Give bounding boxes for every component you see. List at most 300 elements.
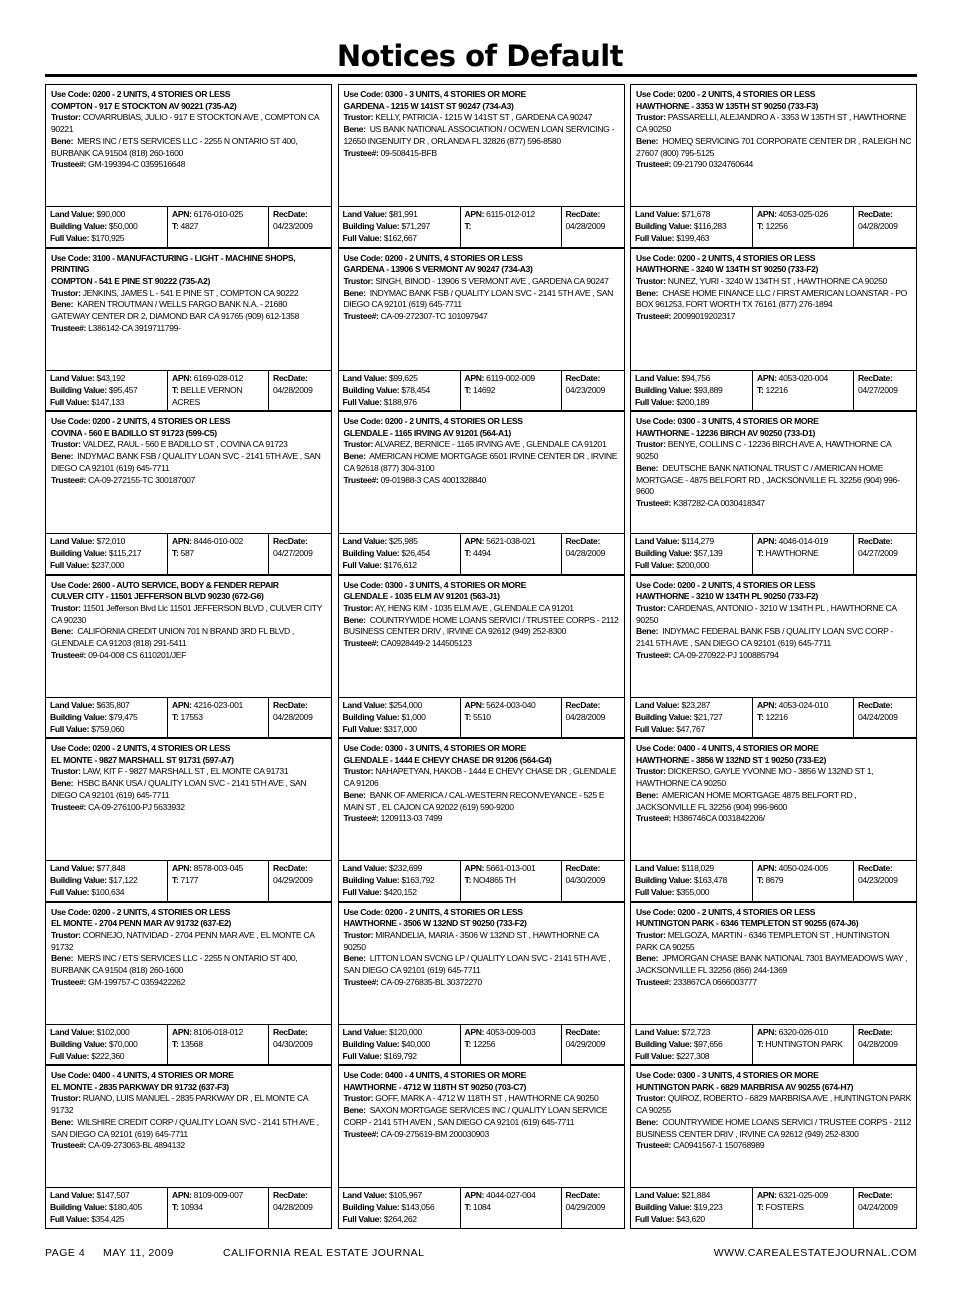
notice-card — [338, 411, 625, 575]
trustee-line — [51, 323, 327, 335]
notice-details — [631, 739, 916, 860]
trustor-value: AY, HENG KIM - 1035 ELM AVE , GLENDALE CA 91201 — [374, 602, 574, 613]
property-address: HAWTHORNE - 3240 W 134TH ST 90250 (733-F2) — [636, 264, 819, 275]
apn-cell — [167, 534, 268, 574]
use-code: Use Code: 0200 - 2 UNITS, 4 STORIES OR LESS — [51, 906, 231, 917]
full-value-label: Full Value: — [50, 1050, 90, 1061]
land-value-label: Land Value: — [342, 1190, 387, 1200]
land-value-amount: $71,678 — [681, 209, 711, 219]
trustee-label: Trustee#: — [636, 1140, 672, 1151]
full-value-label: Full Value: — [635, 1050, 675, 1061]
trustor-value: RUANO, LUIS MANUEL - 2835 PARKWAY DR , EL MONTE CA 91732 — [51, 1093, 308, 1116]
valuation-row — [46, 860, 331, 901]
land-value-amount: $43,192 — [96, 372, 126, 383]
tract — [465, 1038, 559, 1050]
footer-date: MAY 11, 2009 — [103, 1247, 174, 1259]
trustor-label: Trustor: — [343, 439, 374, 450]
tract — [465, 547, 559, 559]
bene-label: Bene: — [636, 626, 659, 637]
building-value — [343, 711, 458, 723]
notice-details — [631, 412, 916, 533]
apn-value: 4053-009-003 — [486, 1026, 536, 1037]
trustee-label: Trustee#: — [51, 976, 87, 987]
building-value-amount: $1,000 — [401, 711, 426, 722]
notice-details — [339, 576, 624, 697]
notice-card — [45, 1065, 332, 1229]
notice-details — [46, 1066, 331, 1187]
full-value — [343, 232, 458, 244]
apn — [172, 1189, 266, 1201]
notice-card — [45, 575, 332, 739]
notice-details — [339, 249, 624, 370]
full-value-amount: $227,308 — [676, 1050, 710, 1061]
apn-cell — [752, 371, 853, 411]
tract-label: T: — [172, 384, 179, 395]
recdate-label: RecDate: — [858, 699, 893, 710]
building-value-label: Building Value: — [635, 548, 692, 559]
apn-value: 5624-003-040 — [486, 699, 536, 710]
trustee-label: Trustee#: — [51, 801, 87, 812]
trustee-line — [636, 311, 912, 323]
apn-label: APN: — [172, 863, 192, 873]
trustee-line — [344, 638, 620, 650]
property-address: COMPTON - 541 E PINE ST 90222 (735-A2) — [51, 275, 210, 286]
use-code: Use Code: 0200 - 2 UNITS, 4 STORIES OR LESS — [636, 89, 816, 99]
land-value — [50, 699, 165, 711]
property-address: HUNTINGTON PARK - 6829 MARBRISA AV 90255 (674-H7) — [636, 1081, 854, 1092]
trustor-value: PASSARELLI, ALEJANDRO A - 3353 W 135TH ST , HAWTHORNE CA 90250 — [636, 112, 906, 135]
bene-line — [636, 626, 912, 649]
recdate-cell — [268, 698, 331, 738]
recdate-label: RecDate: — [858, 209, 893, 219]
property-address: HAWTHORNE - 3353 W 135TH ST 90250 (733-F3) — [636, 100, 819, 111]
trustee-label: Trustee#: — [636, 813, 672, 824]
trustee-line — [344, 813, 620, 825]
tract-label: T: — [757, 1202, 764, 1213]
bene-line — [51, 451, 327, 474]
recdate-value: 04/23/2009 — [565, 384, 606, 395]
tract — [465, 874, 559, 886]
trustee-line — [51, 475, 327, 487]
land-value-amount: $118,029 — [681, 863, 714, 873]
bene-value: HOMEQ SERVICING 701 CORPORATE CENTER DR , RALEIGH NC 27607 (800) 795-5125 — [636, 135, 912, 158]
values-cell — [46, 371, 167, 411]
valuation-row — [339, 697, 624, 738]
apn-label: APN: — [464, 209, 485, 219]
tract-value: 587 — [180, 548, 194, 559]
use-code: Use Code: 2600 - AUTO SERVICE, BODY & FENDER REPAIR — [51, 579, 279, 590]
bene-label: Bene: — [636, 287, 659, 298]
building-value-label: Building Value: — [342, 711, 400, 722]
land-value — [343, 699, 458, 711]
trustor-line — [344, 276, 620, 288]
apn-cell — [167, 861, 268, 901]
apn-cell — [460, 861, 561, 901]
bene-line — [344, 1105, 620, 1128]
building-value-amount: $19,223 — [693, 1202, 723, 1213]
bene-line — [51, 778, 327, 801]
apn — [172, 535, 266, 547]
apn — [465, 208, 559, 220]
valuation-row — [339, 533, 624, 574]
tract-label: T: — [464, 875, 471, 886]
values-cell — [339, 861, 460, 901]
trustor-line — [51, 1093, 327, 1116]
trustee-line — [344, 148, 620, 160]
valuation-row — [46, 1024, 331, 1065]
trustor-value: KELLY, PATRICIA - 1215 W 141ST ST , GARDENA CA 90247 — [375, 112, 593, 123]
land-value-amount: $254,000 — [388, 699, 422, 710]
tract-label: T: — [464, 384, 471, 395]
values-cell — [46, 207, 167, 247]
building-value-amount: $180,405 — [108, 1202, 142, 1213]
land-value — [343, 535, 458, 547]
full-value-amount: $264,262 — [383, 1214, 417, 1225]
trustee-value: H386746CA 0031842206/ — [673, 813, 765, 824]
valuation-row — [46, 206, 331, 247]
building-value — [635, 711, 750, 723]
tract-value: FOSTERS — [765, 1202, 804, 1213]
apn-value: 4050-024-005 — [778, 863, 828, 873]
apn-label: APN: — [757, 1190, 777, 1200]
apn-cell — [752, 534, 853, 574]
building-value-amount: $26,454 — [401, 548, 430, 559]
building-value-amount: $78,454 — [401, 384, 430, 395]
building-value-label: Building Value: — [342, 221, 400, 232]
tract — [757, 547, 851, 559]
building-value — [343, 1038, 458, 1050]
notice-details — [339, 739, 624, 860]
trustor-line — [636, 276, 912, 288]
valuation-row — [339, 1187, 624, 1228]
tract — [465, 384, 559, 396]
building-value-amount: $50,000 — [108, 221, 138, 232]
building-value-amount: $115,217 — [108, 548, 142, 559]
bene-line — [51, 136, 327, 159]
full-value-amount: $200,000 — [676, 560, 710, 571]
full-value-amount: $420,152 — [383, 887, 417, 898]
recdate-value: 04/24/2009 — [858, 711, 898, 722]
full-value-label: Full Value: — [342, 560, 382, 571]
tract — [172, 1201, 266, 1213]
recdate-cell — [561, 698, 624, 738]
tract-label: T: — [757, 221, 764, 232]
bene-line — [636, 136, 912, 159]
bene-label: Bene: — [343, 287, 366, 298]
land-value — [343, 1026, 458, 1038]
notice-card — [338, 248, 625, 412]
apn — [172, 208, 266, 220]
recdate-label: RecDate: — [858, 1190, 893, 1200]
building-value-label: Building Value: — [342, 1202, 400, 1213]
notice-card — [630, 84, 917, 248]
full-value-label: Full Value: — [50, 1214, 90, 1225]
bene-value: COUNTRYWIDE HOME LOANS SERVICI / TRUSTEE CORPS - 2112 BUSINESS CENTER DRIV , IRVINE CA 92612 (949) 252-8300 — [636, 1116, 911, 1139]
full-value-amount: $43,620 — [676, 1214, 705, 1225]
recdate-label: RecDate: — [273, 863, 308, 873]
notice-card — [45, 248, 332, 412]
bene-label: Bene: — [51, 299, 74, 310]
trustee-line — [51, 1140, 327, 1152]
bene-line — [636, 288, 912, 311]
trustee-value: CA-09-276835-BL 30372270 — [380, 976, 482, 987]
bene-value: AMERICAN HOME MORTGAGE 6501 IRVINE CENTER DR , IRVINE CA 92618 (877) 304-3100 — [343, 451, 618, 473]
trustor-label: Trustor: — [51, 766, 81, 777]
tract — [172, 874, 266, 886]
apn-value: 4046-014-019 — [778, 536, 828, 546]
trustor-label: Trustor: — [51, 439, 81, 450]
bene-value: BANK OF AMERICA / CAL-WESTERN RECONVEYANCE - 525 E MAIN ST , EL CAJON CA 92022 (619) 590-9200 — [343, 789, 605, 812]
bene-label: Bene: — [51, 626, 74, 637]
trustor-value: NAHAPETYAN, HAKOB - 1444 E CHEVY CHASE DR , GLENDALE CA 91206 — [343, 766, 617, 789]
land-value — [50, 535, 165, 547]
full-value-amount: $199,463 — [676, 233, 710, 244]
trustor-line — [344, 603, 620, 615]
notice-details — [46, 412, 331, 533]
recdate-label: RecDate: — [858, 536, 893, 546]
use-code: Use Code: 0300 - 3 UNITS, 4 STORIES OR MORE — [343, 743, 526, 753]
trustee-value: K387282-CA 0030418347 — [673, 497, 765, 508]
trustor-line — [51, 766, 327, 778]
land-value-label: Land Value: — [635, 1026, 680, 1037]
full-value-amount: $176,612 — [383, 560, 417, 571]
land-value — [50, 1026, 165, 1038]
land-value-label: Land Value: — [50, 1026, 95, 1037]
property-address: HAWTHORNE - 4712 W 118TH ST 90250 (703-C7) — [343, 1081, 527, 1092]
land-value — [50, 372, 165, 384]
full-value-label: Full Value: — [635, 233, 675, 244]
trustee-value: CA-09-273063-BL 4894132 — [88, 1140, 185, 1151]
land-value-label: Land Value: — [50, 1190, 95, 1200]
full-value-label: Full Value: — [50, 233, 90, 244]
trustor-value: JENKINS, JAMES L - 541 E PINE ST , COMPTON CA 90222 — [82, 287, 299, 298]
trustor-label: Trustor: — [51, 929, 81, 940]
trustor-value: LAW, KIT F - 9827 MARSHALL ST , EL MONTE CA 91731 — [82, 766, 289, 777]
trustor-line — [636, 439, 912, 462]
tract-value: 17553 — [180, 711, 203, 722]
notice-card — [45, 738, 332, 902]
full-value-amount: $759,060 — [91, 723, 125, 734]
trustee-line — [51, 802, 327, 814]
property-address: GARDENA - 13906 S VERMONT AV 90247 (734-A3) — [343, 264, 533, 275]
tract — [172, 384, 266, 408]
apn-label: APN: — [464, 1026, 485, 1037]
notice-card — [630, 411, 917, 575]
recdate-value: 04/29/2009 — [273, 875, 313, 886]
bene-label: Bene: — [636, 462, 659, 473]
values-cell — [631, 1188, 752, 1228]
notice-details — [631, 1066, 916, 1187]
land-value-amount: $102,000 — [96, 1026, 130, 1037]
bene-value: COUNTRYWIDE HOME LOANS SERVICI / TRUSTEE CORPS - 2112 BUSINESS CENTER DRIV , IRVINE CA 92612 (949) 252-8300 — [343, 614, 619, 637]
trustee-line — [636, 650, 912, 662]
building-value-amount: $95,457 — [108, 384, 138, 395]
use-code: Use Code: 0200 - 2 UNITS, 4 STORIES OR LESS — [636, 906, 816, 917]
tract-label: T: — [172, 711, 179, 722]
use-code: Use Code: 0200 - 2 UNITS, 4 STORIES OR LESS — [636, 252, 816, 263]
trustee-line — [51, 977, 327, 989]
trustee-value: 09-04-008 CS 6110201/JEF — [88, 649, 187, 660]
recdate-cell — [561, 371, 624, 411]
page-title: Notices of Default — [336, 39, 624, 73]
values-cell — [631, 371, 752, 411]
valuation-row — [631, 533, 916, 574]
tract-label: T: — [172, 875, 179, 886]
recdate-cell — [268, 534, 331, 574]
trustor-label: Trustor: — [51, 1093, 81, 1104]
values-cell — [339, 371, 460, 411]
trustor-line — [636, 603, 912, 626]
bene-label: Bene: — [343, 614, 366, 625]
building-value-label: Building Value: — [342, 384, 400, 395]
tract — [172, 220, 266, 232]
trustee-label: Trustee#: — [51, 474, 87, 485]
recdate-value: 04/28/2009 — [273, 1202, 313, 1213]
building-value — [635, 384, 750, 396]
building-value — [50, 384, 165, 396]
land-value-amount: $114,279 — [681, 536, 714, 546]
bene-line — [51, 626, 327, 649]
notice-details — [46, 576, 331, 697]
trustee-value: CA-09-276100-PJ 5633932 — [88, 801, 185, 812]
building-value-label: Building Value: — [342, 548, 400, 559]
property-address: COMPTON - 917 E STOCKTON AV 90221 (735-A2) — [51, 100, 237, 111]
use-code: Use Code: 0200 - 2 UNITS, 4 STORIES OR LESS — [51, 89, 231, 99]
full-value — [635, 1213, 750, 1225]
land-value-amount: $232,699 — [388, 863, 422, 873]
trustor-label: Trustor: — [636, 929, 666, 940]
use-code: Use Code: 0200 - 2 UNITS, 4 STORIES OR LESS — [51, 743, 231, 753]
building-value-amount: $40,000 — [401, 1038, 430, 1049]
tract-label: T: — [464, 1202, 471, 1213]
full-value-label: Full Value: — [342, 723, 382, 734]
full-value-amount: $317,000 — [383, 723, 417, 734]
building-value-amount: $163,792 — [401, 875, 435, 886]
building-value — [50, 874, 165, 886]
land-value-label: Land Value: — [50, 863, 95, 873]
trustee-value: CA-09-275619-BM 200030903 — [380, 1128, 489, 1139]
recdate-value: 04/28/2009 — [565, 711, 606, 722]
apn — [172, 372, 266, 384]
full-value-label: Full Value: — [50, 560, 90, 571]
apn-cell — [167, 207, 268, 247]
trustor-value: MIRANDELIA, MARIA - 3506 W 132ND ST , HAWTHORNE CA 90250 — [343, 929, 599, 952]
tract — [172, 711, 266, 723]
trustee-value: GM-199757-C 0359422262 — [88, 976, 186, 987]
apn-label: APN: — [172, 209, 192, 219]
full-value-label: Full Value: — [342, 1214, 382, 1225]
tract-label: T: — [172, 548, 179, 559]
trustee-label: Trustee#: — [636, 159, 672, 170]
bene-value: DEUTSCHE BANK NATIONAL TRUST C / AMERICAN HOME MORTGAGE - 4875 BELFORT RD , JACKSONVILLE FL 32256 (904) 996-9600 — [636, 462, 900, 497]
notice-details — [631, 85, 916, 206]
building-value-label: Building Value: — [50, 384, 107, 395]
trustor-value: 11501 Jefferson Blvd Llc 11501 JEFFERSON BLVD , CULVER CITY CA 90230 — [51, 602, 322, 625]
recdate-value: 04/30/2009 — [565, 875, 606, 886]
bene-line — [51, 299, 327, 322]
recdate-cell — [268, 371, 331, 411]
apn-value: 6115-012-012 — [486, 209, 535, 219]
apn — [757, 208, 851, 220]
land-value-label: Land Value: — [50, 536, 95, 546]
bene-line — [636, 463, 912, 498]
full-value — [50, 559, 165, 571]
recdate-label: RecDate: — [565, 1026, 600, 1037]
valuation-row — [631, 697, 916, 738]
use-code: Use Code: 0400 - 4 UNITS, 4 STORIES OR MORE — [51, 1070, 234, 1080]
full-value — [50, 1213, 165, 1225]
apn — [757, 535, 851, 547]
recdate-cell — [853, 861, 916, 901]
building-value-label: Building Value: — [50, 221, 107, 232]
apn — [757, 699, 851, 711]
values-cell — [339, 1025, 460, 1065]
recdate-cell — [561, 207, 624, 247]
full-value-label: Full Value: — [50, 887, 90, 898]
use-code: Use Code: 0200 - 2 UNITS, 4 STORIES OR LESS — [343, 906, 523, 917]
trustor-label: Trustor: — [51, 602, 81, 613]
recdate-cell — [853, 534, 916, 574]
recdate-value: 04/28/2009 — [858, 1038, 898, 1049]
tract-value: 8679 — [765, 875, 784, 886]
apn-value: 4053-024-010 — [778, 699, 828, 710]
apn-label: APN: — [757, 209, 777, 219]
apn — [465, 535, 559, 547]
values-cell — [46, 861, 167, 901]
land-value — [50, 1189, 165, 1201]
land-value — [635, 862, 750, 874]
trustor-line — [51, 112, 327, 135]
full-value-amount: $355,000 — [676, 887, 710, 898]
property-address: COVINA - 560 E BADILLO ST 91723 (599-C5) — [51, 427, 217, 438]
trustor-label: Trustor: — [343, 602, 374, 613]
full-value-label: Full Value: — [342, 396, 382, 407]
building-value-amount: $93,889 — [693, 384, 723, 395]
tract — [172, 547, 266, 559]
bene-value: CALIFORNIA CREDIT UNION 701 N BRAND 3RD FL BLVD , GLENDALE CA 91203 (818) 291-5411 — [51, 626, 294, 649]
apn-cell — [167, 698, 268, 738]
land-value-label: Land Value: — [635, 372, 680, 383]
trustor-value: COVARRUBIAS, JULIO - 917 E STOCKTON AVE , COMPTON CA 90221 — [51, 112, 319, 135]
full-value-label: Full Value: — [342, 233, 382, 244]
valuation-row — [339, 370, 624, 411]
trustee-label: Trustee#: — [343, 638, 379, 649]
trustee-value: 20099019202317 — [673, 311, 736, 322]
notice-card — [45, 411, 332, 575]
values-cell — [339, 207, 460, 247]
tract — [465, 220, 559, 232]
use-code: Use Code: 0300 - 3 UNITS, 4 STORIES OR MORE — [343, 579, 526, 590]
recdate-value: 04/23/2009 — [273, 221, 313, 232]
notice-details — [46, 739, 331, 860]
valuation-row — [631, 206, 916, 247]
tract — [757, 220, 851, 232]
bene-line — [636, 1117, 912, 1140]
apn-cell — [752, 1025, 853, 1065]
tract-label: T: — [172, 1202, 179, 1213]
full-value-amount: $100,634 — [91, 887, 125, 898]
building-value — [635, 547, 750, 559]
trustor-label: Trustor: — [343, 1093, 374, 1104]
building-value-label: Building Value: — [50, 711, 107, 722]
trustee-line — [636, 813, 912, 825]
notice-card — [630, 902, 917, 1066]
recdate-label: RecDate: — [565, 863, 600, 873]
valuation-row — [631, 1024, 916, 1065]
property-address: GLENDALE - 1165 IRVING AV 91201 (564-A1) — [343, 427, 511, 438]
apn-value: 8446-010-002 — [193, 536, 243, 546]
full-value — [343, 559, 458, 571]
